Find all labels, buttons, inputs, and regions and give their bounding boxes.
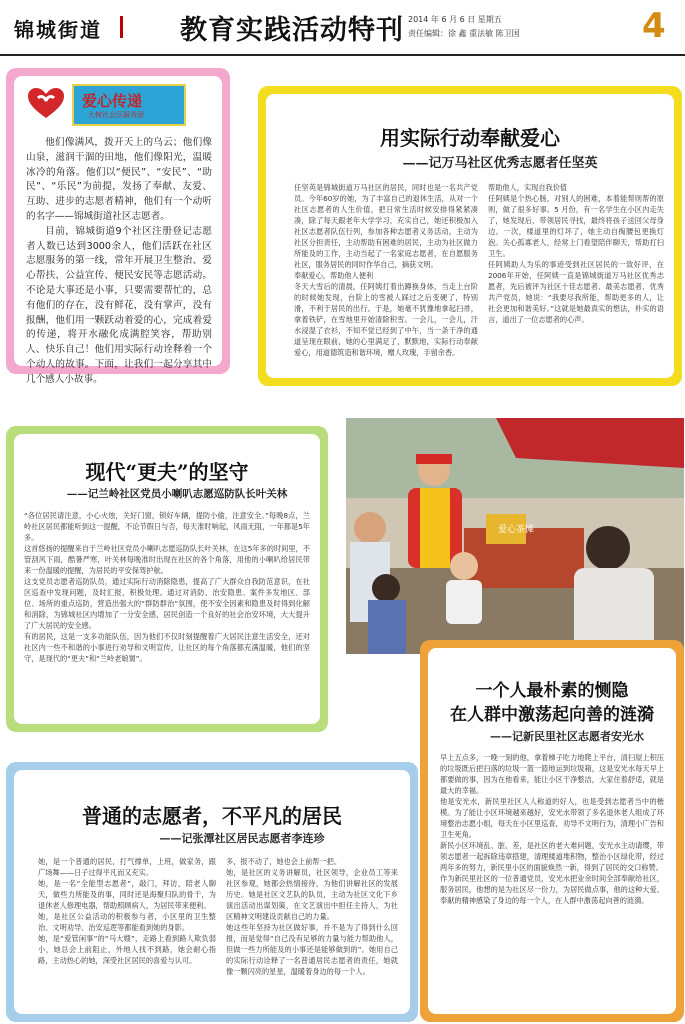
- article-column-1: 任坚英是锦城街道万马社区的居民，同时也是一名共产党员。今年60岁的她，为了丰富自己的退休生活，从对一个社区志愿者的人生价值，把日常生活时候安排得紧紧凑凑，除了每天跟老年大学学习，充实自己，她还积极加入社区志愿者队伍行列，参加各种志愿者义务活动。主动为社区分担责任，主动帮助有困难的居民，主动为社区做力所能及的工作，主动当起了一名家庭志愿者，在自愿服务社区，服务居民的同时作华自己，摘获文明。 奉献爱心，帮助他人便利 冬天大雪后的清晨，任阿姨打着出蹲换身体，当走上台阶的时候她发现，台阶上的雪被人踩过之后变硬了，特别滑，不利于居民的出行。于是，她毫不犹豫地拿起扫帚，拿着铁铲，在雪地里开始清除积雪。一会儿，一会儿，汗水浸湿了衣衫，不知不觉已经到了中午，当一条干净的通道呈现在眼前，她的心里满足了，默默地，实际行动奉献爱心，用道德筑造和谐环境，赠人玫瑰，手留余香。: [294, 183, 478, 357]
- article-li-lianzhen: [6, 762, 418, 1022]
- article-column-2: 多，报不动了，她也会上前帮一把。 她，是社区的义务讲解员，社区领导，企业员工等来社区参观，她都会热情接待，为他们讲解社区的发展历史。她是社区文艺队的队员，主动为社区文化下乡演出活动出谋划策，在文艺演出中担任主持人，为社区精神文明建设贡献自己的力量。 她这些年坚持为社区做好事，并不是为了得到什么回报，而是觉得“自己没有足够的力量与能力帮助他人，但做一些力所能及的小事还是能够做到的”。她用自己的实际行动诠释了一名普通居民志愿者的责任，她就像一颗闪亮的星星，温暖着身边的每一个人。: [226, 857, 398, 976]
- article-body: “各位居民请注意，小心火烛，关好门窗，锁好车辆，提防小偷，注意安全。”每晚8点，兰岭社区居民都能听到这一提醒，不论节假日与否，每天准时响起，风雨无阻，一年都是5年多。 这首悠扬的提醒来自于兰岭社区党员小喇叭志愿巡防队长叶关林，在这5年多的时间里，不管刮风下雨，酷暑严寒，叶关林每晚准时出现在社区的各个角落，用他的小喇叭给居民带来一份温暖的提醒，为居民的平安保驾护航。 这支党员志愿者巡防队员，通过实际行动消除隐患，提高了广大群众自我防范意识，在社区巡查中发现问题，及时汇报，积极处理。通过对消防、治安隐患、案件多发地区、部位、场所的重点巡防，营造出强大的“群防群治”氛围，使不安全因素和隐患及时得到化解和消除，为锦城社区内增加了一分安全感，居民创造一个良好的社会治安环境，大大提升了广大居民的安全感。 有的居民，这是一支多功能队伍，因为他们不仅时刻提醒着广大居民注意生活安全，还对社区内一些不和谐的小事进行劝导和文明宣传，让社区的每个角落都充满温暖，他们的坚守，是现代的“更夫”和“兰岭老娘舅”。: [24, 511, 310, 663]
- issue-date: 2014 年 6 月 6 日 星期五: [408, 15, 502, 24]
- article-title: 现代“更夫”的坚守: [85, 460, 249, 484]
- article-title-line-2: 在人群中激荡起向善的涟漪: [450, 705, 654, 725]
- intro-text: [26, 136, 212, 388]
- article-ye-guanlin: [6, 426, 328, 732]
- logo-title: 爱心传递: [82, 92, 143, 110]
- article-column-1: 她，是一个普通的居民，打气撑单，上班，做家务，跟广场舞——日子过得平凡而又充实。 她，是一名“全能型志愿者”，敲门，拜访，陪老人聊天，做些力所能及的事，同时还是海聚归队的骨干，为退休老人修理电器，帮助照顾病人，为居民带来便利。 她，是社区公益活动的积极参与者，小区里的卫生整治、文明劝导、治安巡逻等都能看到她的身影。 她，是“爱管闲事”的“马大嫂”，走路上看到路人欺负弱小，她总会上前阻止，外地人找不到路，她会耐心指路，主动热心的她，深受社区居民的喜爱与认可。: [38, 857, 216, 965]
- article-subtitle: ——记张潭社区居民志愿者李连珍: [159, 832, 325, 845]
- logo-subtitle: 大树社会区服务团: [88, 111, 144, 119]
- intro-paragraph-1: 他们像满风，拨开天上的乌云；他们像山泉，滋润干涸的田地，他们像阳光，温暖冰冷的角落。他们以“便民”、“安民”、“助民”、“乐民”为前提，发扬了奉献、友爱、互助、进步的志愿者精神，他们有一个动听的名字——锦城街道社区志愿者。: [26, 137, 212, 222]
- tea-stall-photo: [346, 418, 684, 654]
- article-column-2: 帮助他人，实现自我价值 任阿姨是个热心肠，对别人的困难，本着能帮则帮的原则，做了很多好事。5 月份，有一名学生在小区内走失了，她发现后，带领居民寻找，最终将孩子送回父母身边。一次，楼道里的灯坏了，她主动自掏腰包更换灯泡。关心孤寡老人，经常上门看望陪伴聊天，帮助打扫卫生。 任阿姨助人为乐的事迹受到社区居民的一致好评，在2006年开始，任阿姨一直是锦城街道万马社区优秀志愿者，先后被评为社区十佳志愿者、最美志愿者、优秀共产党员，她说：“我要尽我所能，帮助更多的人，让社会更加和谐美好。”这就是她最真实的想法，朴实的语言，道出了一位志愿者的心声。: [488, 183, 664, 324]
- article-title: 用实际行动奉献爱心: [380, 126, 560, 150]
- special-issue-title: 教育实践活动特刊: [180, 15, 404, 46]
- photo-banner-text: 爱心茶摊: [498, 525, 535, 535]
- article-an-guangshui: [420, 640, 684, 1022]
- logo-banner: [72, 84, 186, 126]
- charity-logo: [26, 84, 206, 124]
- article-subtitle: ——记新民里社区志愿者安光水: [490, 730, 644, 743]
- photo-illustration: [346, 418, 684, 654]
- intro-box: [6, 68, 230, 385]
- article-title: 普通的志愿者，不平凡的居民: [82, 804, 342, 828]
- brand-divider: [120, 16, 160, 38]
- page-number: 4: [642, 6, 666, 46]
- article-body: 早上五点多，一晚一刻的他，拿着梯子吃力地爬上平台，清扫屋上积压的垃圾既后把扫落的垃圾一篮一篮地运到垃圾箱，这是安光水每天早上都要做的事，因为在他看来，能让小区干净整洁，大家住着舒适，就是最大的幸福。 他是安光水，新民里社区人人称道的好人，也是受到志愿者当中的楷模。为了能让小区环境越来越好，安光水带领了多名退休老人组成了环境整治志愿小组，每天在小区里巡查，劝导不文明行为，清理小广告和卫生死角。 新民小区环境乱、脏、差，是社区的老大难问题，安光水主动请缨，带领志愿者一起拆除违章搭建，清理楼道堆积物，整治小区绿化带，经过两年多的努力，新民里小区的面貌焕然一新，得到了居民的交口称赞。 作为新民里社区的一位普通党员，安光水把业余时间全部奉献给社区，服务居民，他想的是为社区尽一份力，为居民做点事，他的这种大爱、奉献的精神感染了身边的每一个人，在人群中激荡起向善的涟漪。: [440, 753, 664, 905]
- article-subtitle: ——记万马社区优秀志愿者任坚英: [402, 156, 598, 171]
- article-ren-jianying: [258, 86, 682, 386]
- editors-line: 责任编辑：徐 鑫 重法敏 陈卫国: [408, 29, 520, 38]
- article-subtitle: ——记兰岭社区党员小喇叭志愿巡防队长叶关林: [66, 488, 288, 500]
- newspaper-brand: 锦城街道: [14, 18, 102, 42]
- intro-paragraph-2: 目前，锦城街道9个社区注册登记志愿者人数已达到3000余人，他们活跃在社区志愿服务的第一线，常年开展卫生整治、爱心帮扶、公益宣传、便民安民等志愿活动。不论是大事还是小事，只要需要帮忙的，总有他们的存在，没有鲜花，没有掌声，没有报酬，他们用一颗跃动着爱的心，完成着爱的传递，将开水融化成满腔笑容，帮助别人、快乐自己！他们用实际行动诠释着一个个动人的故事。下面，让我们一起分享其中几个感人小故事。: [26, 225, 212, 385]
- heart-hands-icon: [26, 86, 66, 120]
- masthead: [0, 0, 685, 56]
- article-title-line-1: 一个人最朴素的恻隐: [475, 681, 629, 701]
